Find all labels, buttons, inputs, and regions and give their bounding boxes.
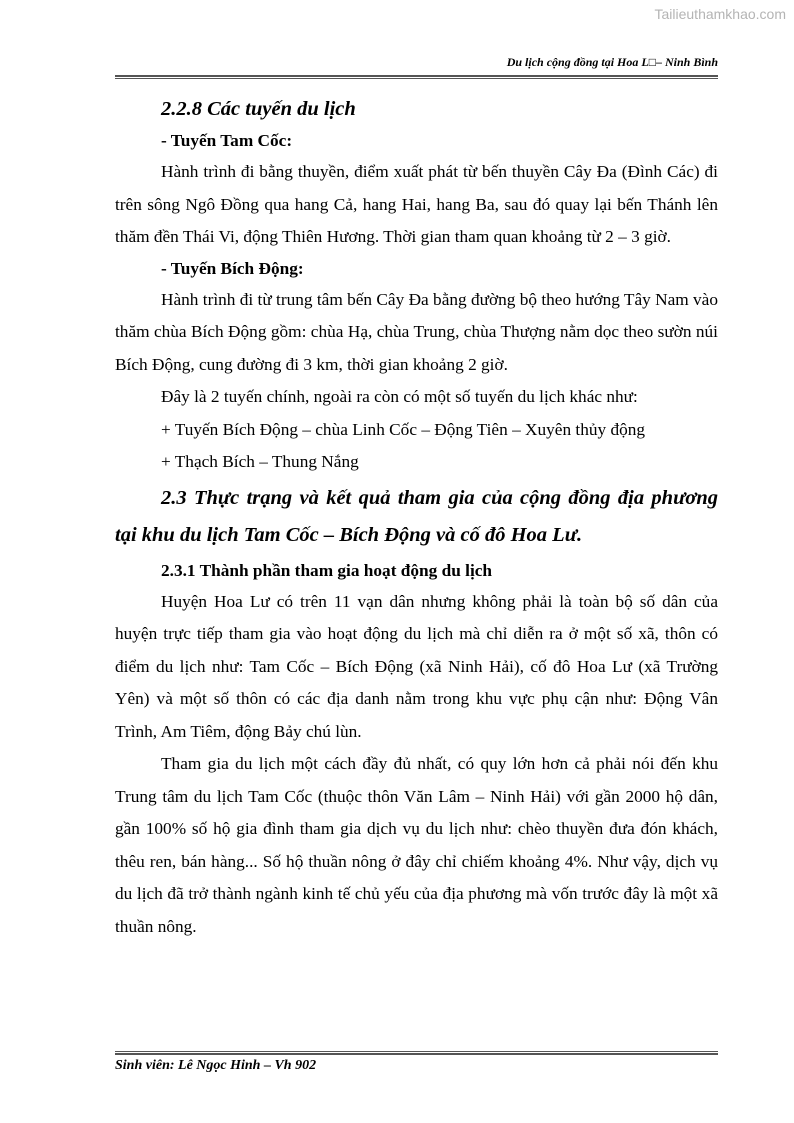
- page-body: [115, 88, 718, 943]
- route-bich-dong-text: Hành trình đi từ trung tâm bến Cây Đa bằng đường bộ theo hướng Tây Nam vào thăm chùa Bích Động gồm: chùa Hạ, chùa Trung, chùa Thượng nằm dọc theo sườn núi Bích Động, cung đường đi 3 km, thời gian khoảng 2 giờ.: [115, 289, 718, 374]
- watermark: Tailieuthamkhao.com: [654, 6, 786, 22]
- header-rule: [115, 75, 718, 79]
- paragraph: Tham gia du lịch một cách đầy đủ nhất, có quy lớn hơn cả phải nói đến khu Trung tâm du lịch Tam Cốc (thuộc thôn Văn Lâm – Ninh Hải) với gần 2000 hộ dân, gần 100% số hộ gia đình tham gia dịch vụ du lịch như: chèo thuyền đưa đón khách, thêu ren, bán hàng... Số hộ thuần nông ở đây chỉ chiếm khoảng 4%. Như vậy, dịch vụ du lịch đã trở thành ngành kinh tế chủ yếu của địa phương mà vốn trước đây là một xã thuần nông.: [115, 754, 718, 936]
- footer-rule: [115, 1051, 718, 1055]
- route-tam-coc-title: - Tuyến Tam Cốc:: [161, 131, 293, 150]
- running-header: Du lịch cộng đồng tại Hoa L□– Ninh Bình: [506, 55, 718, 69]
- route-bich-dong-title: - Tuyến Bích Động:: [161, 258, 304, 278]
- section-heading-2-2-8: 2.2.8 Các tuyến du lịch: [161, 98, 356, 120]
- route-tam-coc-text: Hành trình đi bằng thuyền, điểm xuất phát từ bến thuyền Cây Đa (Đình Các) đi trên sông Ngô Đồng qua hang Cả, hang Hai, hang Ba, sau đó quay lại bến Thánh lên thăm đền Thái Vi, động Thiên Hương. Thời gian tham quan khoảng từ 2 – 3 giờ.: [115, 162, 718, 246]
- list-item: + Thạch Bích – Thung Nắng: [161, 451, 359, 471]
- other-routes-intro: Đây là 2 tuyến chính, ngoài ra còn có một số tuyến du lịch khác như:: [161, 387, 638, 406]
- section-heading-2-3-1: 2.3.1 Thành phần tham gia hoạt động du lịch: [161, 560, 493, 580]
- paragraph: Huyện Hoa Lư có trên 11 vạn dân nhưng không phải là toàn bộ số dân của huyện trực tiếp tham gia vào hoạt động du lịch mà chỉ diễn ra ở một số xã, thôn có điểm du lịch như: Tam Cốc – Bích Động (xã Ninh Hải), cố đô Hoa Lư (xã Trường Yên) và một số thôn có các địa danh nằm trong khu vực phụ cận như: Động Vân Trình, Am Tiêm, động Bảy chú lùn.: [115, 591, 718, 741]
- list-item: + Tuyến Bích Động – chùa Linh Cốc – Động Tiên – Xuyên thủy động: [161, 419, 646, 439]
- section-heading-2-3: 2.3 Thực trạng và kết quả tham gia của cộng đồng địa phương tại khu du lịch Tam Cốc – Bích Động và cố đô Hoa Lư.: [115, 486, 718, 546]
- page-footer: Sinh viên: Lê Ngọc Hinh – Vh 902: [115, 1058, 317, 1073]
